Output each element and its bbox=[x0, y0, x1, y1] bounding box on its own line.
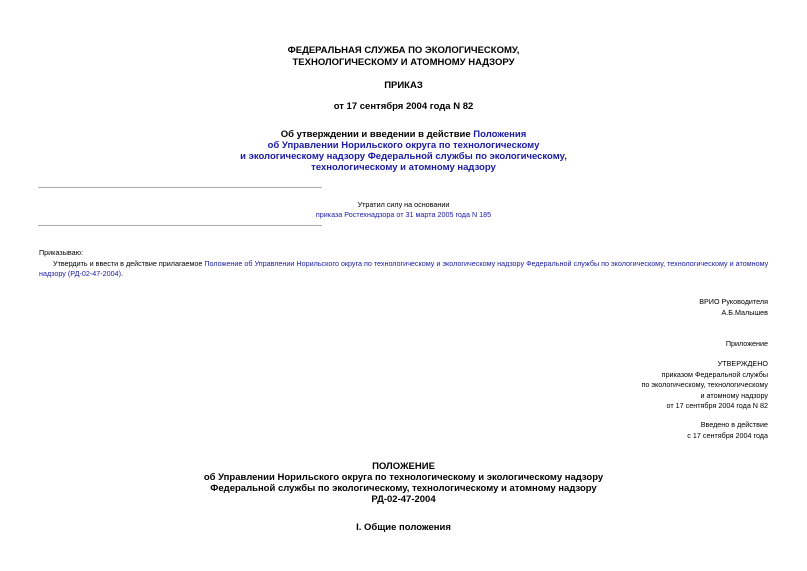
subject-line4[interactable]: технологическому и атомному надзору bbox=[311, 162, 496, 173]
divider-top bbox=[38, 187, 322, 188]
signature-name: А.Б.Малышев bbox=[721, 307, 768, 317]
divider-bottom bbox=[38, 225, 322, 226]
status-link[interactable]: приказа Ростехнадзора от 31 марта 2005 года N 185 bbox=[315, 210, 492, 219]
regulation-line1: об Управлении Норильского округа по технологическому и экологическому надзору bbox=[203, 472, 604, 483]
subject-prefix: Об утверждении и введении в действие bbox=[280, 129, 474, 140]
order-paragraph bbox=[39, 259, 771, 279]
effective-line1: Введено в действие bbox=[700, 420, 768, 429]
approved-line4: от 17 сентября 2004 года N 82 bbox=[666, 401, 768, 410]
order-intro: Приказываю: bbox=[39, 248, 83, 257]
signature-position: ВРИО Руководителя bbox=[699, 297, 768, 306]
regulation-code: РД-02-47-2004 bbox=[371, 494, 436, 505]
section-heading: I. Общие положения bbox=[356, 522, 451, 533]
appendix-label: Приложение bbox=[725, 339, 768, 348]
approved-line3: и атомному надзору bbox=[700, 390, 768, 400]
agency-name-line2: ТЕХНОЛОГИЧЕСКОМУ И АТОМНОМУ НАДЗОРУ bbox=[292, 57, 515, 68]
doc-type: ПРИКАЗ bbox=[384, 80, 423, 91]
doc-date: от 17 сентября 2004 года N 82 bbox=[333, 101, 474, 112]
order-regulation-link[interactable]: Положение об Управлении Норильского округа по технологическому и экологическому надзору Федеральной службы по экологическому, технологическому и атомному надзору (РД-02-47-2004) bbox=[39, 259, 769, 278]
subject-link-regulation[interactable]: Положения bbox=[473, 129, 527, 140]
subject-line3[interactable]: и экологическому надзору Федеральной службы по экологическому, bbox=[240, 151, 567, 162]
approved-line1: приказом Федеральной службы bbox=[661, 369, 768, 379]
subject-line1 bbox=[0, 129, 807, 140]
effective-line2: с 17 сентября 2004 года bbox=[687, 430, 768, 440]
effective-block bbox=[687, 420, 768, 441]
regulation-title: ПОЛОЖЕНИЕ bbox=[372, 461, 435, 472]
order-para-prefix: Утвердить и ввести в действие прилагаемое bbox=[53, 259, 205, 268]
regulation-line2: Федеральной службы по экологическому, технологическому и атомному надзору bbox=[210, 483, 597, 494]
approval-block bbox=[641, 359, 768, 412]
approved-line2: по экологическому, технологическому bbox=[641, 380, 768, 389]
agency-name-line1: ФЕДЕРАЛЬНАЯ СЛУЖБА ПО ЭКОЛОГИЧЕСКОМУ, bbox=[287, 45, 520, 56]
subject-line2[interactable]: об Управлении Норильского округа по технологическому bbox=[267, 140, 540, 151]
approved-label: УТВЕРЖДЕНО bbox=[717, 359, 768, 368]
signature-block bbox=[699, 297, 768, 318]
order-para-suffix: . bbox=[121, 269, 124, 278]
status-text: Утратил силу на основании bbox=[357, 200, 450, 209]
